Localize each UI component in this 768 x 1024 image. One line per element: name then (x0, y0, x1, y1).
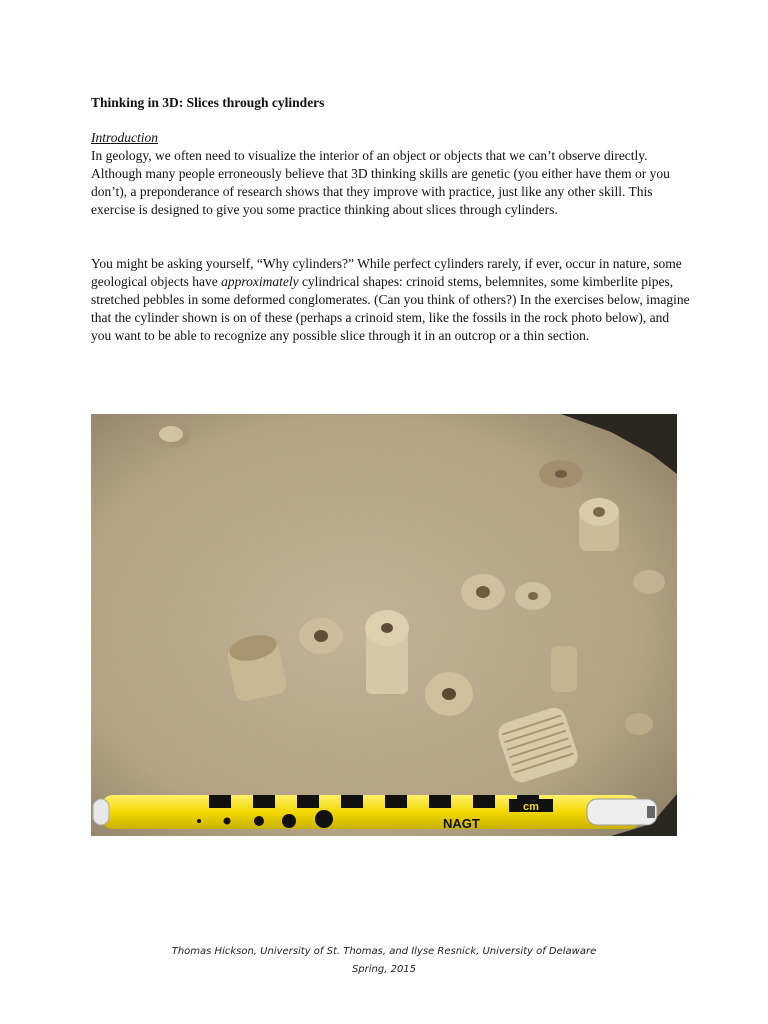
paragraph-2-text-b: cylindrical shapes: crinoid stems, belemnites, some kimberlite pipes, stretched pebbles in some deformed conglomerates. (Can you think of others?) In the exercises below, imagine that the cylinder shown is on of these (perhaps a crinoid stem, like the fossils in the rock photo below), and you want to be able to recognize any possible slice through it in an outcrop or a thin section. (91, 274, 690, 343)
crinoid-rock-photo (91, 414, 677, 836)
scale-bar-unit: cm (523, 801, 539, 813)
photo-illustration (91, 414, 677, 836)
paragraph-1: In geology, we often need to visualize the interior of an object or objects that we can’t observe directly. Although many people erroneously believe that 3D thinking skills are genetic (you either have them or you don’t), a preponderance of research shows that they improve with practice, just like any other skill. This exercise is designed to give you some practice thinking about slices through cylinders. (91, 148, 670, 217)
scale-bar (93, 795, 657, 831)
scale-bar-brand: NAGT (443, 816, 480, 831)
footer-authors: Thomas Hickson, University of St. Thomas, and Ilyse Resnick, University of Delaware (171, 946, 597, 957)
paragraph-2 (91, 255, 691, 345)
paragraph-2-text-a: You might be asking yourself, “Why cylinders?” While perfect cylinders rarely, if ever, occur in nature, some geological objects have (91, 256, 682, 289)
introduction-section (91, 129, 691, 219)
paragraph-2-emphasis: approximately (221, 274, 299, 289)
page-title: Thinking in 3D: Slices through cylinders (91, 95, 325, 110)
footer-date: Spring, 2015 (351, 964, 417, 975)
section-heading-introduction: Introduction (91, 130, 158, 145)
